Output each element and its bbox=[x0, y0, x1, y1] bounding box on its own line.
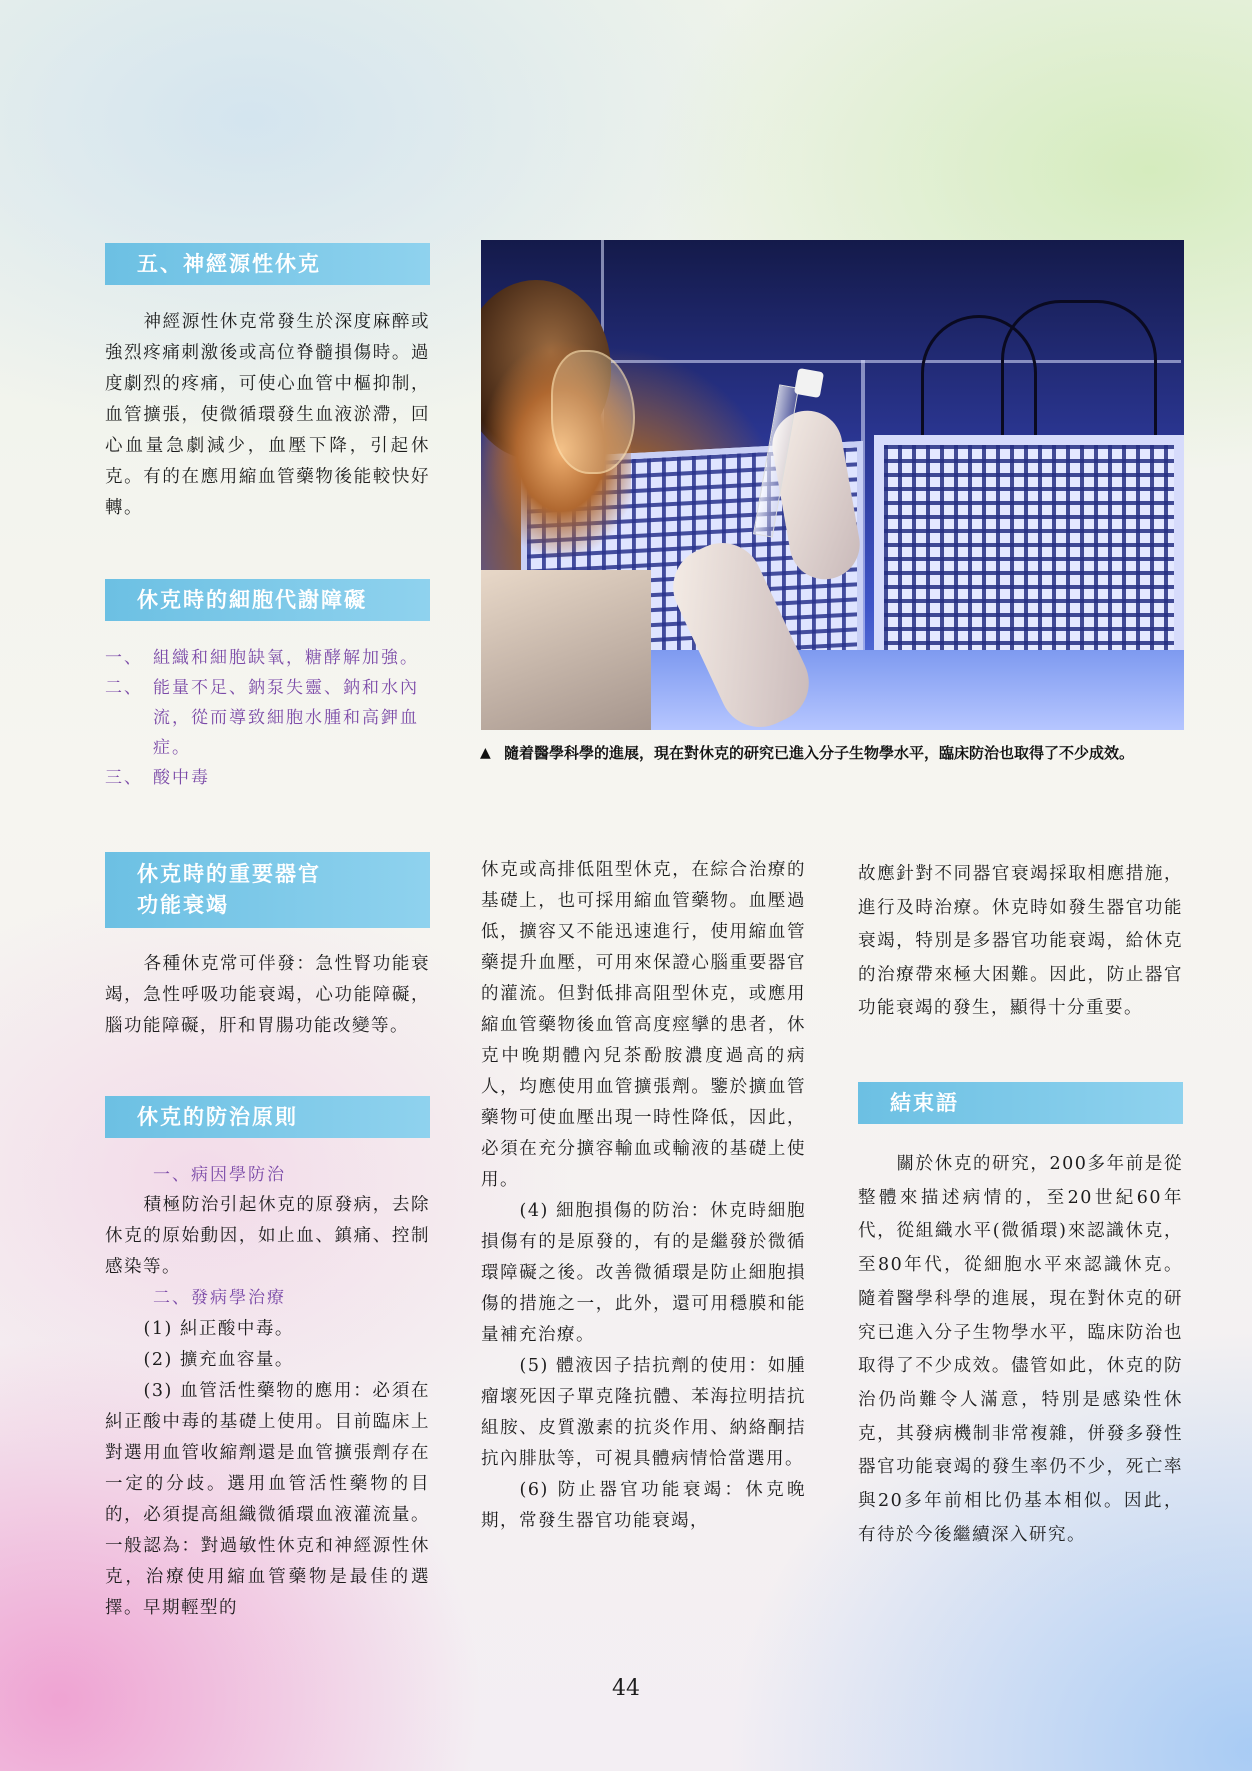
section-title-line1: 休克時的重要器官 bbox=[137, 862, 321, 886]
middle-column bbox=[481, 855, 806, 1537]
list-item: 二、 能量不足、鈉泵失靈、鈉和水內流，從而導致細胞水腫和高鉀血症。 bbox=[105, 678, 419, 758]
list-item: 三、 酸中毒 bbox=[105, 768, 210, 788]
treatment-item-2: (2) 擴充血容量。 bbox=[143, 1350, 294, 1370]
organ-failure-paragraph: 各種休克常可伴發：急性腎功能衰竭，急性呼吸功能衰竭，心功能障礙，腦功能障礙，肝和胃腸功能改變等。 bbox=[105, 954, 430, 1036]
section-title-line2: 功能衰竭 bbox=[137, 893, 229, 917]
section-header-cell-metabolism bbox=[105, 579, 430, 621]
list-item: 一、 組織和細胞缺氧，糖酵解加強。 bbox=[105, 648, 419, 668]
section-title: 結束語 bbox=[890, 1091, 959, 1115]
principles-body bbox=[105, 1160, 430, 1624]
section-title: 休克的防治原則 bbox=[137, 1105, 298, 1129]
photo-caption: 隨着醫學科學的進展，現在對休克的研究已進入分子生物學水平，臨床防治也取得了不少成效。 bbox=[504, 744, 1135, 762]
etiology-paragraph: 積極防治引起休克的原發病，去除休克的原始動因，如止血、鎮痛、控制感染等。 bbox=[105, 1195, 430, 1277]
treatment-item-1: (1) 糾正酸中毒。 bbox=[143, 1319, 294, 1339]
section-title: 五、神經源性休克 bbox=[137, 252, 321, 276]
conclusion-paragraph: 關於休克的研究，200多年前是從整體來描述病情的，至20世紀60年代，從組織水平(微循環)來認識休克，至80年代，從細胞水平來認識休克。隨着醫學科學的進展，現在對休克的研究已進入分子生物學水平，臨床防治也取得了不少成效。儘管如此，休克的防治仍尚難令人滿意，特別是感染性休克，其發病機制非常複雜，併發多發性器官功能衰竭的發生率仍不少，死亡率與20多年前相比仍基本相似。因此，有待於今後繼續深入研究。 bbox=[858, 1154, 1183, 1545]
middle-paragraph-4: (6) 防止器官功能衰竭：休克晚期，常發生器官功能衰竭， bbox=[481, 1480, 806, 1531]
treatment-item-3: (3) 血管活性藥物的應用：必須在糾正酸中毒的基礎上使用。目前臨床上對選用血管收縮劑還是血管擴張劑存在一定的分歧。選用血管活性藥物的目的，必須提高組織微循環血液灌流量。一般認為：對過敏性休克和神經源性休克，治療使用縮血管藥物是最佳的選擇。早期輕型的 bbox=[105, 1381, 430, 1618]
page-number: 44 bbox=[612, 1676, 640, 1701]
middle-paragraph-1: 休克或高排低阻型休克，在綜合治療的基礎上，也可採用縮血管藥物。血壓過低，擴容又不能迅速進行，使用縮血管藥提升血壓，可用來保證心腦重要器官的灌流。但對低排高阻型休克，或應用縮血管藥物後血管高度痙攣的患者，休克中晚期體內兒茶酚胺濃度過高的病人，均應使用血管擴張劑。鑒於擴血管藥物可使血壓出現一時性降低，因此，必須在充分擴容輸血或輸液的基礎上使用。 bbox=[481, 860, 806, 1190]
section-header-principles bbox=[105, 1096, 430, 1138]
subheading-etiology: 一、病因學防治 bbox=[153, 1165, 286, 1185]
right-paragraph-1: 故應針對不同器官衰竭採取相應措施，進行及時治療。休克時如發生器官功能衰竭，特別是多器官功能衰竭，給休克的治療帶來極大困難。因此，防止器官功能衰竭的發生，顯得十分重要。 bbox=[858, 864, 1183, 1018]
metabolism-list bbox=[105, 643, 430, 793]
section-title: 休克時的細胞代謝障礙 bbox=[137, 588, 367, 612]
lab-photo bbox=[481, 240, 1184, 730]
neurogenic-paragraph: 神經源性休克常發生於深度麻醉或強烈疼痛刺激後或高位脊髓損傷時。過度劇烈的疼痛，可使心血管中樞抑制，血管擴張，使微循環發生血液淤滯，回心血量急劇減少，血壓下降，引起休克。有的在應用縮血管藥物後能較快好轉。 bbox=[105, 312, 430, 518]
subheading-pathogenesis: 二、發病學治療 bbox=[153, 1288, 286, 1308]
caption-marker-icon: ▲ bbox=[480, 745, 491, 761]
section-header-neurogenic-shock bbox=[105, 243, 430, 285]
section-header-organ-failure bbox=[105, 852, 430, 928]
middle-paragraph-2: (4) 細胞損傷的防治：休克時細胞損傷有的是原發的，有的是繼發於微循環障礙之後。改善微循環是防止細胞損傷的措施之一，此外，還可用穩膜和能量補充治療。 bbox=[481, 1201, 806, 1345]
middle-paragraph-3: (5) 體液因子拮抗劑的使用：如腫瘤壞死因子單克隆抗體、苯海拉明拮抗組胺、皮質激素的抗炎作用、納絡酮拮抗內腓肽等，可視具體病情恰當選用。 bbox=[481, 1356, 806, 1469]
section-header-conclusion bbox=[858, 1082, 1183, 1124]
